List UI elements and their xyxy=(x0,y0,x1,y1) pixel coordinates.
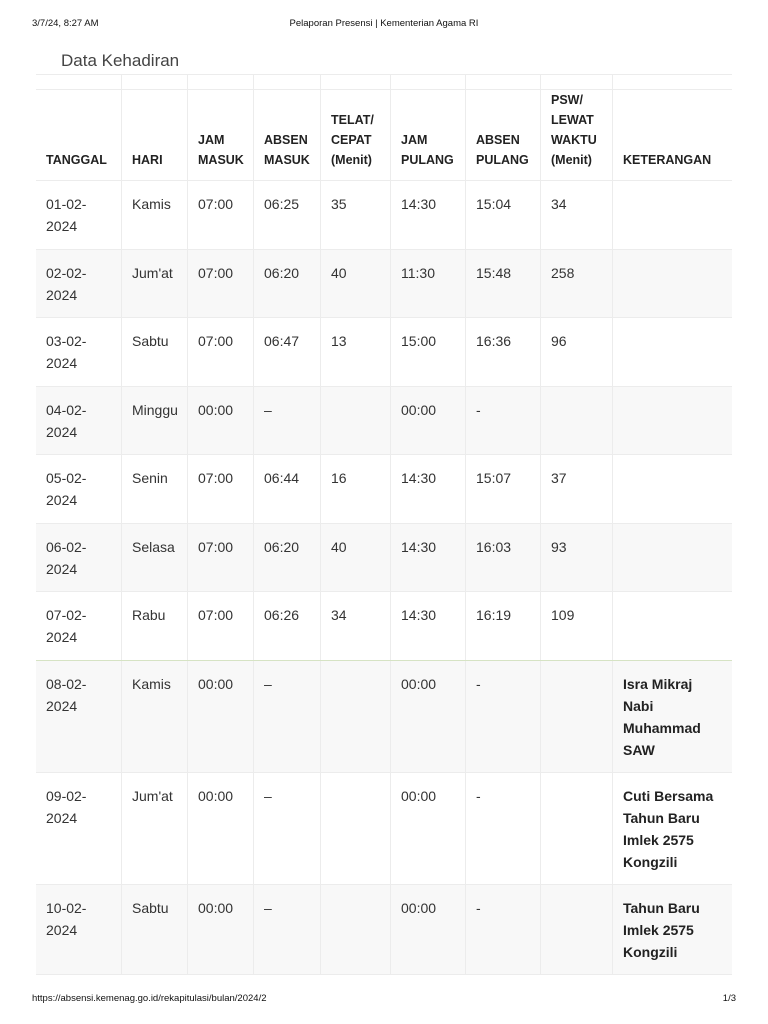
cell-keterangan xyxy=(612,181,732,249)
cell-tanggal: 10-02- 2024 xyxy=(46,900,87,938)
cell-keterangan xyxy=(612,318,732,386)
cell-absen-masuk: 06:47 xyxy=(253,318,320,386)
col-header-psw: PSW/ LEWAT WAKTU (Menit) xyxy=(540,90,612,186)
print-url: https://absensi.kemenag.go.id/rekapitulasi/bulan/2024/2 xyxy=(32,993,267,1004)
cell-tanggal: 09-02- 2024 xyxy=(46,788,87,826)
cell-telat-cepat xyxy=(320,661,390,772)
cell-absen-masuk: – xyxy=(253,885,320,974)
table-row xyxy=(36,386,732,454)
cell-telat-cepat: 16 xyxy=(320,455,390,523)
cell-jam-masuk: 07:00 xyxy=(187,318,253,386)
cell-absen-masuk: – xyxy=(253,387,320,454)
cell-psw: 258 xyxy=(540,250,612,317)
cell-jam-masuk: 00:00 xyxy=(187,885,253,974)
cell-keterangan xyxy=(612,387,732,454)
cell-tanggal: 01-02- 2024 xyxy=(46,196,87,234)
cell-absen-masuk: 06:25 xyxy=(253,181,320,249)
cell-jam-masuk: 07:00 xyxy=(187,181,253,249)
cell-telat-cepat: 13 xyxy=(320,318,390,386)
table-row xyxy=(36,454,732,523)
cell-keterangan xyxy=(612,455,732,523)
cell-jam-masuk: 07:00 xyxy=(187,592,253,660)
cell-telat-cepat: 35 xyxy=(320,181,390,249)
col-header-keterangan: KETERANGAN xyxy=(612,90,732,186)
cell-absen-masuk: 06:20 xyxy=(253,250,320,317)
table-row xyxy=(36,249,732,317)
table-row xyxy=(36,772,732,884)
cell-absen-masuk: – xyxy=(253,773,320,884)
table-row xyxy=(36,884,732,974)
cell-tanggal: 03-02- 2024 xyxy=(46,333,87,371)
cell-telat-cepat xyxy=(320,387,390,454)
cell-tanggal: 06-02- 2024 xyxy=(46,539,87,577)
cell-absen-pulang: 15:07 xyxy=(465,455,540,523)
cell-hari: Kamis xyxy=(121,661,187,772)
cell-absen-masuk: 06:44 xyxy=(253,455,320,523)
cell-tanggal: 08-02- 2024 xyxy=(46,676,87,714)
table-body xyxy=(36,180,732,974)
cell-jam-pulang: 14:30 xyxy=(390,592,465,660)
cell-jam-pulang: 14:30 xyxy=(390,181,465,249)
print-timestamp: 3/7/24, 8:27 AM xyxy=(32,18,99,29)
cell-keterangan: Isra Mikraj Nabi Muhammad SAW xyxy=(612,661,732,772)
print-header xyxy=(32,18,736,32)
cell-psw: 109 xyxy=(540,592,612,660)
cell-hari: Jum'at xyxy=(121,773,187,884)
cell-telat-cepat: 40 xyxy=(320,524,390,591)
col-header-jam-pulang: JAM PULANG xyxy=(390,90,465,186)
cell-tanggal: 07-02- 2024 xyxy=(46,607,87,645)
cell-jam-masuk: 07:00 xyxy=(187,524,253,591)
cell-keterangan: Cuti Bersama Tahun Baru Imlek 2575 Kongzili xyxy=(612,773,732,884)
cell-jam-pulang: 00:00 xyxy=(390,885,465,974)
cell-absen-pulang: - xyxy=(465,773,540,884)
cell-absen-pulang: 16:03 xyxy=(465,524,540,591)
cell-keterangan xyxy=(612,524,732,591)
col-header-absen-masuk: ABSEN MASUK xyxy=(253,90,320,186)
section-title: Data Kehadiran xyxy=(61,51,180,70)
cell-psw xyxy=(540,773,612,884)
cell-jam-pulang: 15:00 xyxy=(390,318,465,386)
cell-absen-pulang: - xyxy=(465,661,540,772)
cell-jam-masuk: 07:00 xyxy=(187,455,253,523)
cell-telat-cepat: 34 xyxy=(320,592,390,660)
cell-absen-pulang: 16:19 xyxy=(465,592,540,660)
page-indicator: 1/3 xyxy=(722,993,736,1004)
cell-jam-masuk: 00:00 xyxy=(187,773,253,884)
col-header-absen-pulang: ABSEN PULANG xyxy=(465,90,540,186)
col-header-tanggal: TANGGAL xyxy=(46,153,107,167)
cell-hari: Sabtu xyxy=(121,885,187,974)
cell-hari: Minggu xyxy=(121,387,187,454)
print-footer xyxy=(32,993,736,1007)
cell-tanggal: 05-02- 2024 xyxy=(46,470,87,508)
cell-absen-pulang: - xyxy=(465,387,540,454)
cell-keterangan: Tahun Baru Imlek 2575 Kongzili xyxy=(612,885,732,974)
cell-absen-masuk: 06:20 xyxy=(253,524,320,591)
cell-telat-cepat xyxy=(320,885,390,974)
cell-psw xyxy=(540,661,612,772)
cell-absen-pulang: 15:04 xyxy=(465,181,540,249)
table-row xyxy=(36,180,732,249)
cell-jam-pulang: 00:00 xyxy=(390,661,465,772)
cell-absen-pulang: 16:36 xyxy=(465,318,540,386)
cell-jam-pulang: 00:00 xyxy=(390,773,465,884)
col-header-telat-cepat: TELAT/ CEPAT (Menit) xyxy=(320,90,390,186)
cell-hari: Senin xyxy=(121,455,187,523)
cell-jam-masuk: 07:00 xyxy=(187,250,253,317)
cell-hari: Kamis xyxy=(121,181,187,249)
cell-jam-pulang: 11:30 xyxy=(390,250,465,317)
cell-hari: Selasa xyxy=(121,524,187,591)
cell-hari: Sabtu xyxy=(121,318,187,386)
table-row xyxy=(36,660,732,772)
attendance-table xyxy=(36,74,732,975)
col-header-hari: HARI xyxy=(121,90,187,186)
print-page-title: Pelaporan Presensi | Kementerian Agama RI xyxy=(289,18,479,29)
cell-absen-pulang: - xyxy=(465,885,540,974)
cell-absen-pulang: 15:48 xyxy=(465,250,540,317)
cell-psw xyxy=(540,387,612,454)
cell-psw xyxy=(540,885,612,974)
cell-psw: 96 xyxy=(540,318,612,386)
cell-jam-masuk: 00:00 xyxy=(187,661,253,772)
cell-tanggal: 04-02- 2024 xyxy=(46,402,87,440)
cell-psw: 34 xyxy=(540,181,612,249)
cell-psw: 93 xyxy=(540,524,612,591)
cell-keterangan xyxy=(612,592,732,660)
cell-absen-masuk: 06:26 xyxy=(253,592,320,660)
table-header-row xyxy=(36,89,732,180)
cell-jam-pulang: 00:00 xyxy=(390,387,465,454)
cell-jam-masuk: 00:00 xyxy=(187,387,253,454)
cell-hari: Jum'at xyxy=(121,250,187,317)
table-row xyxy=(36,317,732,386)
cell-keterangan xyxy=(612,250,732,317)
cell-psw: 37 xyxy=(540,455,612,523)
cell-jam-pulang: 14:30 xyxy=(390,524,465,591)
cell-telat-cepat xyxy=(320,773,390,884)
cell-tanggal: 02-02- 2024 xyxy=(46,265,87,303)
cell-telat-cepat: 40 xyxy=(320,250,390,317)
table-row xyxy=(36,523,732,591)
table-bottom-rule xyxy=(36,974,732,975)
cell-absen-masuk: – xyxy=(253,661,320,772)
cell-hari: Rabu xyxy=(121,592,187,660)
table-spacer-row xyxy=(36,75,732,89)
cell-jam-pulang: 14:30 xyxy=(390,455,465,523)
table-row xyxy=(36,591,732,660)
col-header-jam-masuk: JAM MASUK xyxy=(187,90,253,186)
